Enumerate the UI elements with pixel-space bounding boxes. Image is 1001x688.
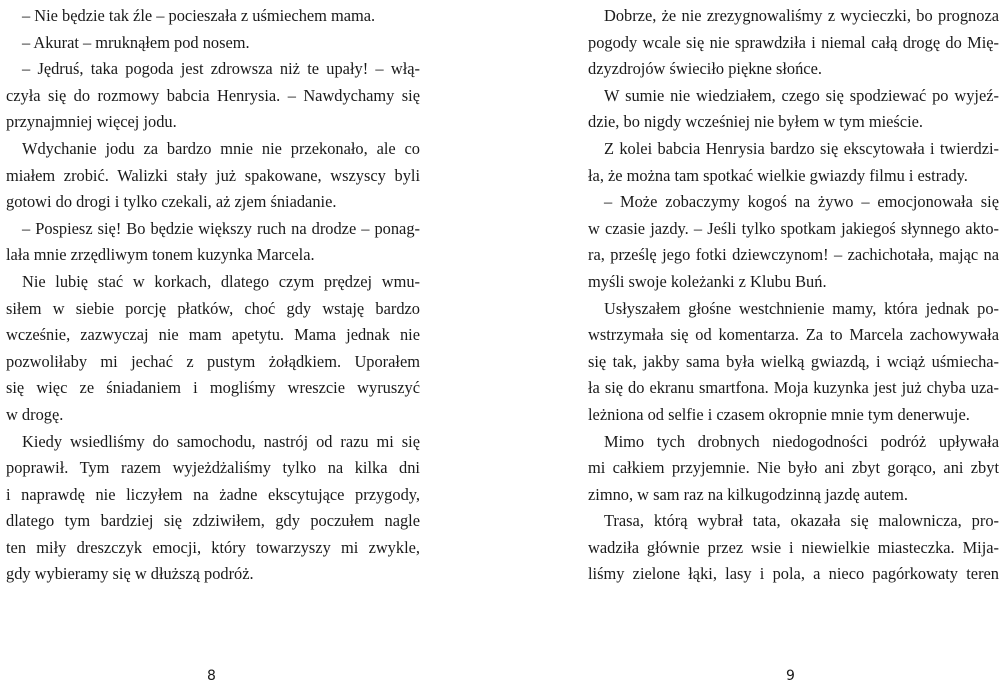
- text-line: w drogę.: [6, 404, 64, 424]
- text-line: ła się do ekranu smartfona. Moja kuzynka jest już chyba uza-: [588, 378, 999, 398]
- text-line: liśmy zielone łąki, lasy i pola, a nieco pagórkowaty teren: [588, 564, 999, 584]
- text-line: Z kolei babcia Henrysia bardzo się ekscytowała i twierdzi-: [604, 138, 999, 158]
- text-line: – Może zobaczymy kogoś na żywo – emocjonowała się: [604, 192, 999, 212]
- text-line: mi całkiem przyjemnie. Nie było ani zbyt gorąco, ani zbyt: [588, 458, 999, 478]
- text-line: ra, prześlę jego fotki dziewczynom! – zachichotała, mając na: [588, 245, 999, 265]
- text-line: się tak, jakby sama była wielką gwiazdą, i wciąż uśmiecha-: [588, 351, 999, 371]
- text-line: myśli swoje koleżanki z Klubu Buń.: [588, 271, 827, 291]
- text-line: czyła się do rozmowy babcia Henrysia. – Nawdychamy się: [6, 85, 420, 105]
- text-line: pozwoliłaby mi jechać z pustym żołądkiem. Uporałem: [6, 351, 420, 371]
- text-line: dzie, bo nigdy wcześniej nie byłem w tym mieście.: [588, 112, 924, 132]
- text-line: leżniona od selfie i czasem okropnie mnie tym denerwuje.: [588, 404, 970, 424]
- text-line: lała mnie zrzędliwym tonem kuzynka Marcela.: [6, 245, 315, 265]
- text-line: – Jędruś, taka pogoda jest zdrowsza niż te upały! – włą-: [22, 59, 420, 79]
- text-line: się więc ze śniadaniem i mogliśmy wreszcie wyruszyć: [6, 378, 420, 398]
- text-line: pogody wcale się nie sprawdziła i niemal całą drogę do Mię-: [588, 32, 999, 52]
- text-line: wcześnie, zazwyczaj nie mam apetytu. Mama jednak nie: [6, 325, 420, 345]
- text-line: ła, że można tam spotkać wielkie gwiazdy filmu i estrady.: [588, 165, 968, 185]
- text-line: poprawił. Tym razem wyjeżdżaliśmy tylko na kilka dni: [6, 458, 420, 478]
- text-line: siłem w siebie porcję płatków, choć gdy wstaję bardzo: [6, 298, 420, 318]
- right-page-text: [588, 3, 999, 588]
- left-page: [6, 0, 420, 688]
- page-number-right: 9: [786, 668, 795, 684]
- text-line: Nie lubię stać w korkach, dlatego czym prędzej wmu-: [22, 271, 420, 291]
- text-line: ten miły dreszczyk emocji, który towarzyszy mi zwykle,: [6, 537, 420, 557]
- text-line: dzyzdrojów świeciło piękne słońce.: [588, 59, 822, 79]
- text-line: gdy wybieramy się w dłuższą podróż.: [6, 564, 254, 584]
- text-line: wadziła głównie przez wsie i niewielkie miasteczka. Mija-: [588, 537, 999, 557]
- text-line: Mimo tych drobnych niedogodności podróż upływała: [604, 431, 999, 451]
- text-line: – Pospiesz się! Bo będzie większy ruch na drodze – ponag-: [22, 218, 420, 238]
- text-line: Kiedy wsiedliśmy do samochodu, nastrój od razu mi się: [22, 431, 420, 451]
- text-line: – Akurat – mruknąłem pod nosem.: [22, 32, 250, 52]
- text-line: wstrzymała się od komentarza. Za to Marcela zachowywała: [588, 325, 999, 345]
- text-line: zimno, w sam raz na kilkugodzinną jazdę autem.: [588, 484, 908, 504]
- text-line: gotowi do drogi i tylko czekali, aż zjem śniadanie.: [6, 192, 337, 212]
- text-line: przynajmniej więcej jodu.: [6, 112, 177, 132]
- text-line: W sumie nie wiedziałem, czego się spodziewać po wyjeź-: [604, 85, 999, 105]
- text-line: miałem zrobić. Walizki stały już spakowane, wszyscy byli: [6, 165, 420, 185]
- text-line: – Nie będzie tak źle – pocieszała z uśmiechem mama.: [22, 6, 376, 25]
- text-line: Trasa, którą wybrał tata, okazała się malownicza, pro-: [604, 511, 999, 531]
- text-line: w czasie jazdy. – Jeśli tylko spotkam jakiegoś słynnego akto-: [588, 218, 999, 238]
- right-page: [588, 0, 999, 688]
- text-line: Wdychanie jodu za bardzo mnie nie przekonało, ale co: [22, 138, 420, 158]
- text-line: i naprawdę nie liczyłem na żadne ekscytujące przygody,: [6, 484, 420, 504]
- text-line: dlatego tym bardziej się zdziwiłem, gdy poczułem nagle: [6, 511, 420, 531]
- page-number-left: 8: [207, 668, 216, 684]
- left-page-text: [6, 3, 420, 588]
- text-line: Dobrze, że nie zrezygnowaliśmy z wycieczki, bo prognoza: [604, 6, 999, 25]
- text-line: Usłyszałem głośne westchnienie mamy, która jednak po-: [604, 298, 999, 318]
